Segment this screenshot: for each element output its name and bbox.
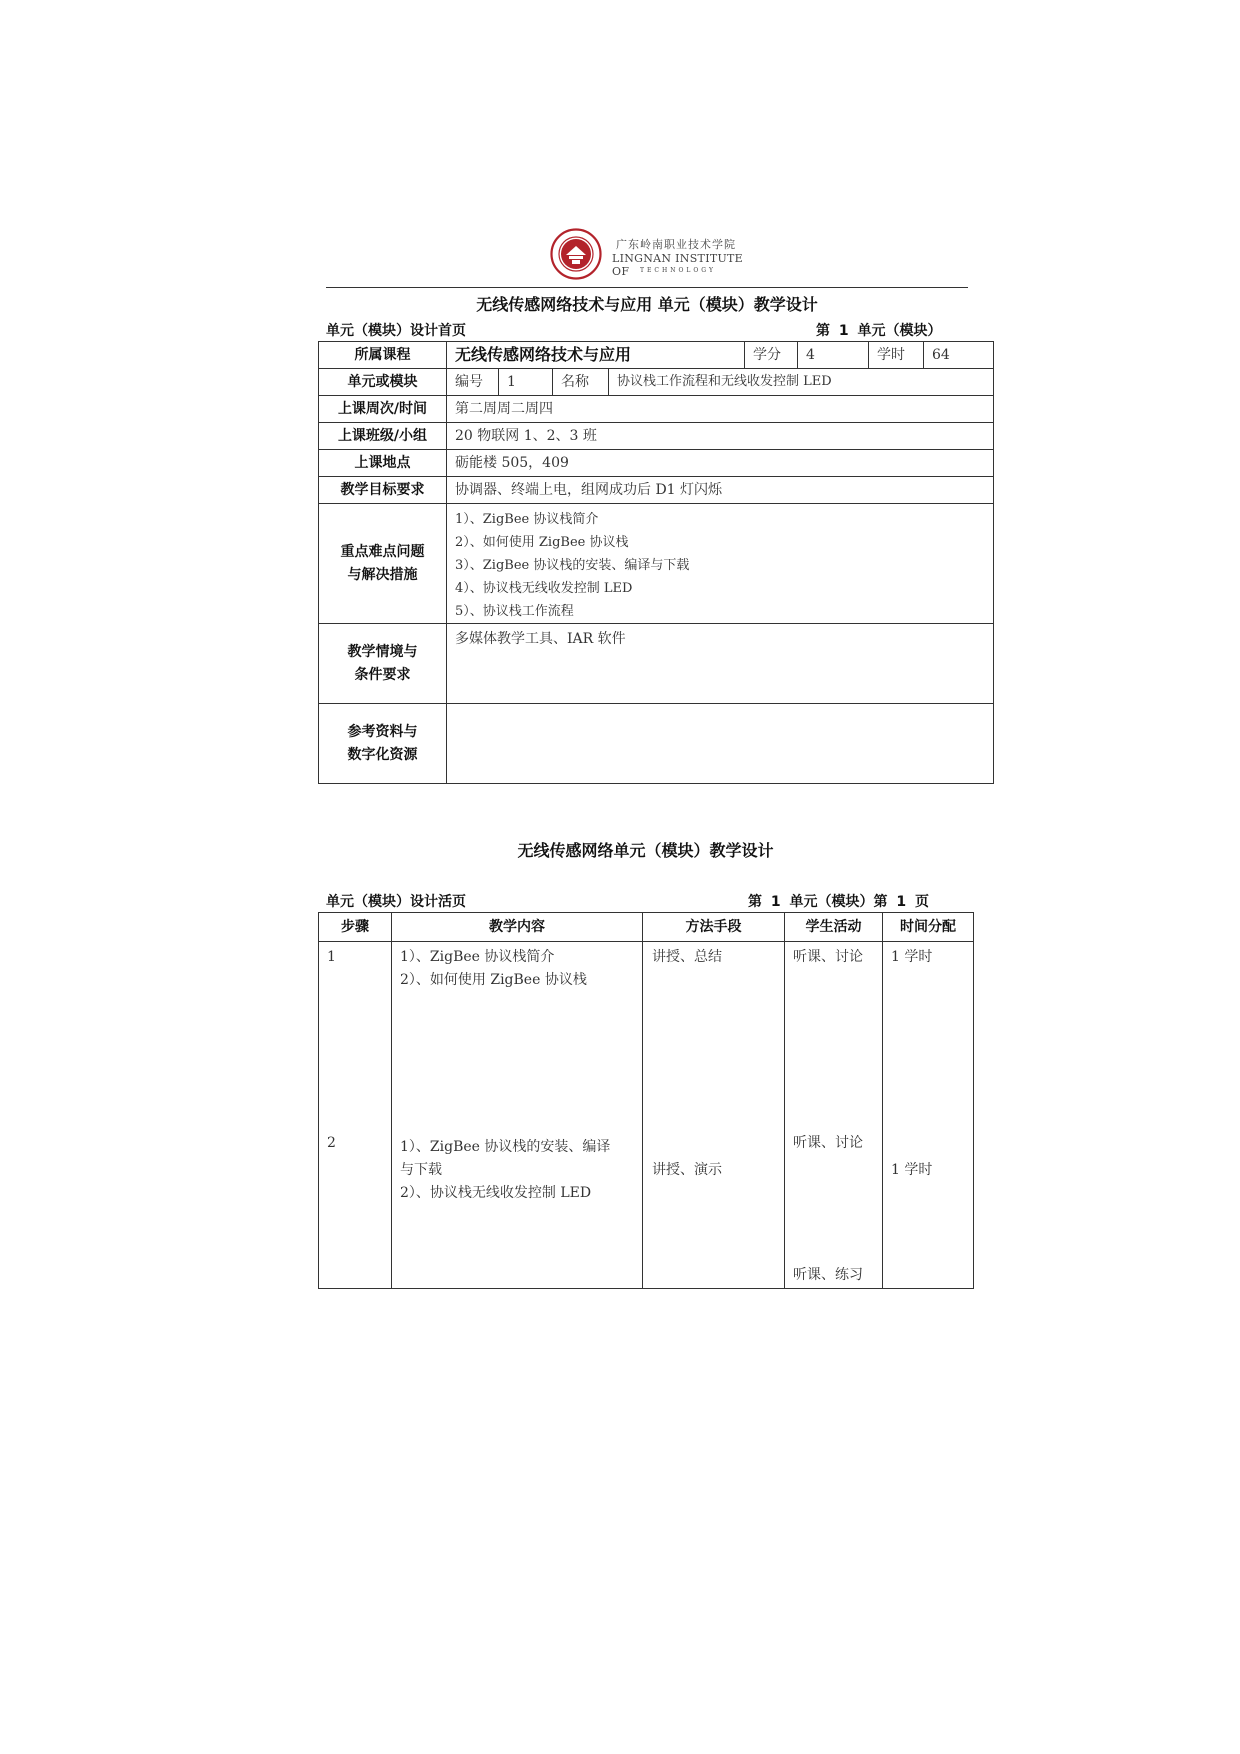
header-activity: 学生活动 <box>785 913 883 942</box>
class-label: 上课班级/小组 <box>319 423 447 450</box>
goal-label: 教学目标要求 <box>319 477 447 504</box>
school-name-en-line2: TECHNOLOGY <box>640 267 716 274</box>
unit-label: 单元或模块 <box>319 369 447 396</box>
header-method: 方法手段 <box>643 913 785 942</box>
environment-label-line1: 教学情境与 <box>347 643 418 660</box>
school-name-cn: 广东岭南职业技术学院 <box>616 238 736 251</box>
key-point-item: 5）、协议栈工作流程 <box>455 604 574 619</box>
references-label <box>319 704 447 784</box>
credit-label: 学分 <box>745 342 798 369</box>
first-page-unit-number: 第 1 单元（模块） <box>816 323 942 339</box>
time-column <box>883 942 974 1289</box>
method-column <box>643 942 785 1289</box>
school-seal-icon <box>550 228 602 280</box>
activity-value: 听课、练习 <box>793 1267 863 1283</box>
time-value: 第二周周二周四 <box>447 396 994 423</box>
key-point-item: 3）、ZigBee 协议栈的安装、编译与下载 <box>455 558 690 573</box>
references-label-line1: 参考资料与 <box>347 723 418 740</box>
header-step: 步骤 <box>319 913 392 942</box>
document-title: 无线传感网络技术与应用 单元（模块）教学设计 <box>476 295 818 314</box>
credit-value: 4 <box>798 342 869 369</box>
references-label-line2: 数字化资源 <box>347 746 418 763</box>
environment-label-line2: 条件要求 <box>354 666 411 683</box>
header-content: 教学内容 <box>392 913 643 942</box>
content-line: 2）、协议栈无线收发控制 LED <box>400 1185 592 1201</box>
content-line: 1）、ZigBee 协议栈简介 <box>400 949 555 965</box>
place-value: 砺能楼 505，409 <box>447 450 994 477</box>
step-column <box>319 942 392 1289</box>
name-label: 名称 <box>553 369 609 396</box>
first-page-subtitle: 单元（模块）设计首页 <box>326 323 466 339</box>
content-column <box>392 942 643 1289</box>
school-name-en: LINGNAN INSTITUTE OF <box>612 252 744 278</box>
environment-label <box>319 624 447 704</box>
name-value: 协议栈工作流程和无线收发控制 LED <box>609 369 994 396</box>
header-divider <box>326 287 968 288</box>
key-point-item: 1）、ZigBee 协议栈简介 <box>455 512 599 527</box>
method-value: 讲授、演示 <box>652 1162 722 1178</box>
key-points-label <box>319 504 447 624</box>
hours-label: 学时 <box>869 342 924 369</box>
time-value: 1 学时 <box>891 1162 933 1178</box>
header-time: 时间分配 <box>883 913 974 942</box>
course-value: 无线传感网络技术与应用 <box>447 342 745 369</box>
activity-value: 听课、讨论 <box>793 1135 863 1151</box>
school-logo <box>550 228 760 282</box>
number-label: 编号 <box>447 369 499 396</box>
time-value: 1 学时 <box>891 949 933 965</box>
activity-column <box>785 942 883 1289</box>
goal-value: 协调器、终端上电，组网成功后 D1 灯闪烁 <box>447 477 994 504</box>
activity-page-subtitle: 单元（模块）设计活页 <box>326 894 466 910</box>
activity-table <box>318 912 974 1289</box>
key-points-list <box>447 504 994 624</box>
activity-page-number: 第 1 单元（模块）第 1 页 <box>748 894 929 910</box>
step-number: 1 <box>327 949 336 965</box>
activity-value: 听课、讨论 <box>793 949 863 965</box>
method-value: 讲授、总结 <box>652 949 722 965</box>
key-point-item: 4）、协议栈无线收发控制 LED <box>455 581 633 596</box>
environment-value: 多媒体教学工具、IAR 软件 <box>447 624 994 704</box>
key-points-label-line2: 与解决措施 <box>347 566 418 583</box>
content-line: 1）、ZigBee 协议栈的安装、编译 <box>400 1139 611 1155</box>
key-point-item: 2）、如何使用 ZigBee 协议栈 <box>455 535 629 550</box>
unit-design-table <box>318 341 994 784</box>
content-line: 2）、如何使用 ZigBee 协议栈 <box>400 972 587 988</box>
time-label: 上课周次/时间 <box>319 396 447 423</box>
content-line: 与下载 <box>400 1162 442 1178</box>
activity-title: 无线传感网络单元（模块）教学设计 <box>517 841 774 860</box>
references-value <box>447 704 994 784</box>
hours-value: 64 <box>924 342 994 369</box>
place-label: 上课地点 <box>319 450 447 477</box>
number-value: 1 <box>499 369 553 396</box>
key-points-label-line1: 重点难点问题 <box>340 543 425 560</box>
class-value: 20 物联网 1、2、3 班 <box>447 423 994 450</box>
step-number: 2 <box>327 1135 336 1151</box>
course-label: 所属课程 <box>319 342 447 369</box>
